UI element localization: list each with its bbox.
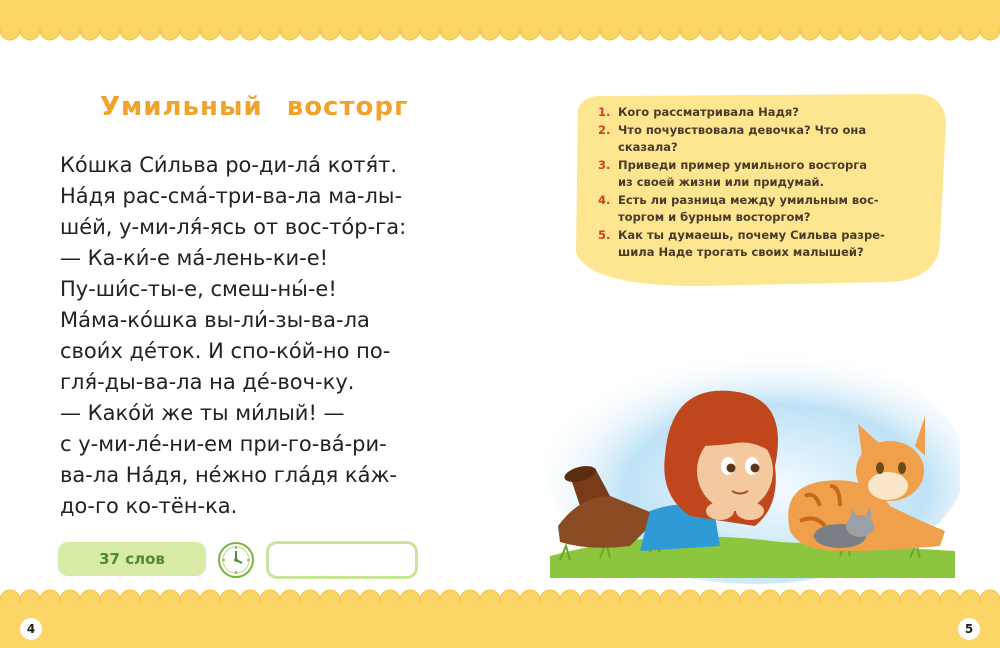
story-line: — Како́й же ты ми́лый! — [60, 401, 345, 425]
bottom-border-band [0, 598, 1000, 648]
story-text [60, 150, 460, 522]
question-number: 5. [598, 227, 611, 242]
story-line: ше́й, у-ми-ля́-ясь от вос-то́р-га: [60, 215, 407, 239]
question-item [598, 157, 928, 192]
reading-time-field[interactable] [266, 541, 418, 579]
page-number-left: 4 [20, 618, 42, 640]
story-title: Умильный восторг [100, 92, 409, 122]
question-item [598, 192, 928, 227]
question-line: Приведи пример умильного восторга [618, 157, 867, 172]
story-line: с у-ми-ле́-ни-ем при-го-ва́-ри- [60, 432, 387, 456]
story-line: до-го ко-тён-ка. [60, 494, 238, 518]
story-line: ва-ла На́дя, не́жно гла́дя ка́ж- [60, 463, 397, 487]
question-item [598, 104, 928, 122]
story-line: гля́-ды-ва-ла на де́-воч-ку. [60, 370, 355, 394]
question-line: из своей жизни или придумай. [618, 175, 824, 189]
questions-list [598, 104, 928, 262]
question-line: шила Наде трогать своих малышей? [618, 245, 864, 259]
question-item [598, 122, 928, 157]
question-number: 4. [598, 192, 611, 207]
question-line: Как ты думаешь, почему Сильва разре- [618, 227, 885, 242]
story-line: Ма́ма-ко́шка вы-ли́-зы-ва-ла [60, 308, 370, 332]
story-line: Пу-ши́с-ты-е, смеш-ны́-е! [60, 277, 337, 301]
story-line: Ко́шка Си́льва ро-ди-ла́ котя́т. [60, 153, 398, 177]
question-number: 1. [598, 105, 611, 119]
story-line: свои́х де́ток. И спо-ко́й-но по- [60, 339, 391, 363]
story-line: — Ка-ки́-е ма́-лень-ки-е! [60, 246, 329, 270]
girl-and-cat-illustration [540, 346, 960, 586]
question-number: 3. [598, 157, 611, 172]
question-line: торгом и бурным восторгом? [618, 210, 811, 224]
top-scallop-border [0, 28, 1000, 50]
page-number-right: 5 [958, 618, 980, 640]
story-line: На́дя рас-смá-три-ва-ла ма-лы- [60, 184, 403, 208]
top-border-band [0, 0, 1000, 30]
question-line: сказала? [618, 140, 678, 154]
question-line: Есть ли разница между умильным вос- [618, 192, 879, 207]
clock-icon [216, 540, 256, 580]
word-count-badge: 37 слов [58, 542, 206, 576]
question-number: 2. [598, 122, 611, 137]
question-item [598, 227, 928, 262]
question-line: Что почувствовала девочка? Что она [618, 122, 867, 137]
question-line: Кого рассматривала Надя? [618, 105, 799, 119]
